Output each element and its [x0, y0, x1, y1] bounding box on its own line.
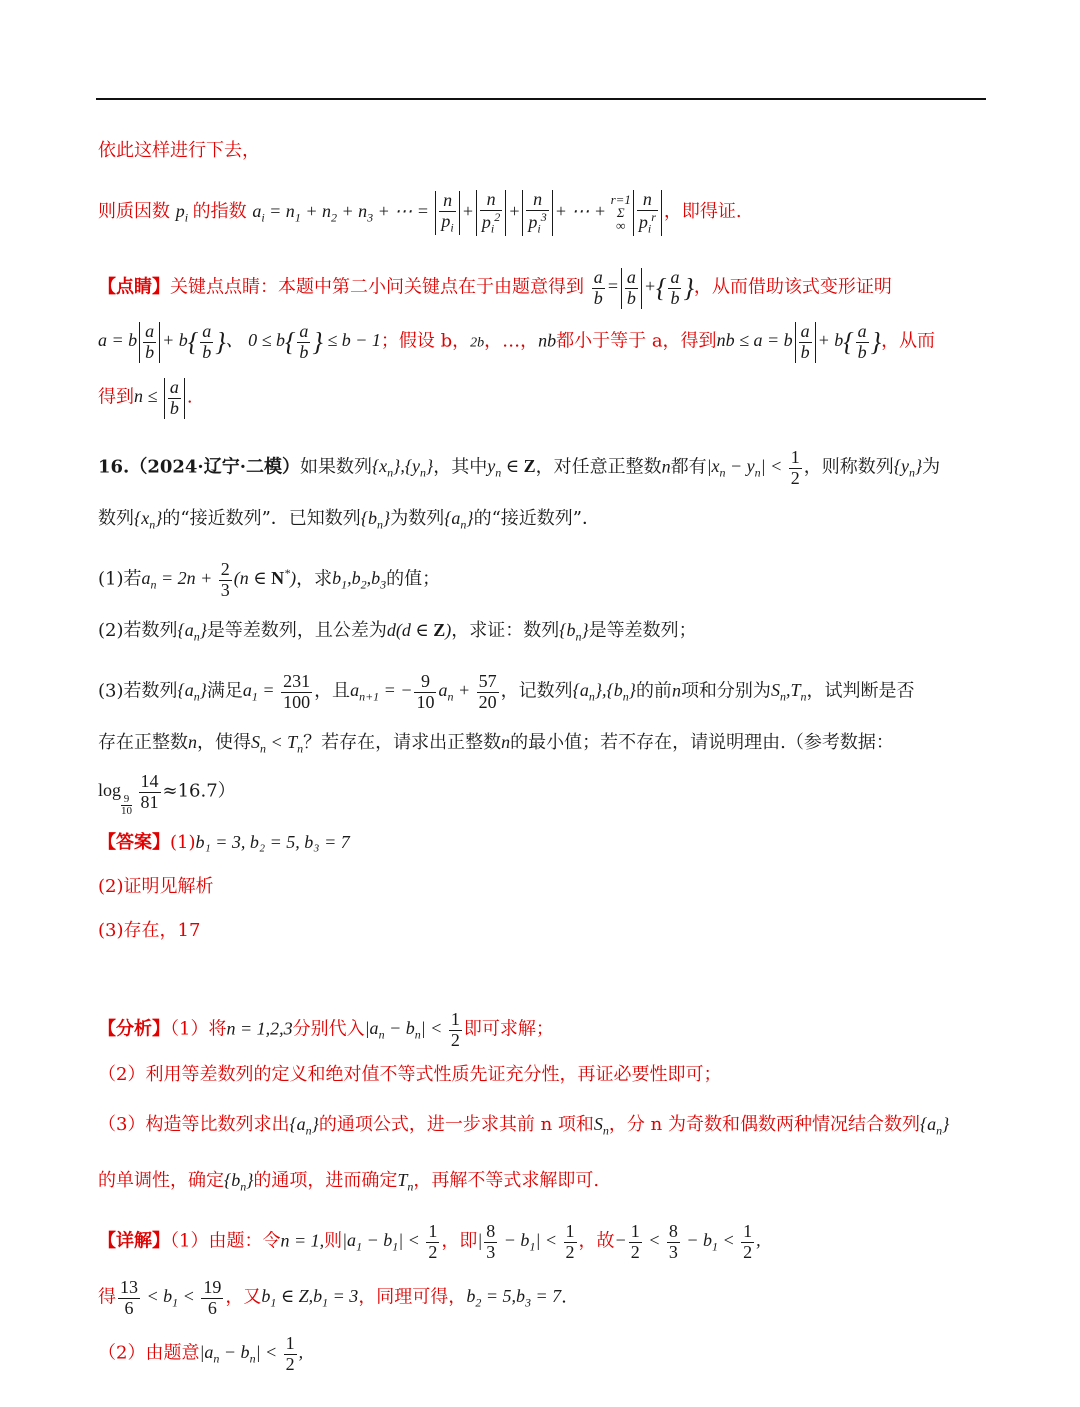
answer-a2: (2)证明见解析 [98, 876, 214, 897]
math-xn: $\{x_n\}$ [134, 508, 163, 532]
q3h: 存在正整数 [98, 732, 188, 753]
math-a-eq: a = b $\frac{a}{b}$ + b{ $\frac{a}{b}$ }、 0 ≤ b{ $\frac{a}{b}$ } ≤ b − 1 [98, 321, 381, 362]
math-n-le: n ≤ $\frac{a}{b}$ [134, 386, 187, 406]
problem-number: 16. [98, 456, 130, 478]
analysis-p3b: 的通项公式，进一步求其前 n 项和 [318, 1114, 594, 1135]
keypoint-text3: ；假设 b， [380, 330, 471, 352]
detail-d1b: 则 [324, 1230, 343, 1252]
q1c: 的值； [386, 568, 441, 590]
math-a1: $a_1$ = $\frac{231}{100}$ [242, 671, 311, 712]
math-pi: $p_i$ [175, 200, 189, 225]
math-an-2: $\{a_n\}$ [177, 620, 207, 644]
q3b: 满足 [206, 680, 243, 702]
conclusion-prefix: 则质因数 [98, 200, 170, 222]
answer-tag: 【答案】 [98, 832, 170, 853]
math-xn-yn: $\{x_n\},\{y_n\}$ [371, 456, 434, 481]
math-sn: $S_n$ [593, 1114, 609, 1138]
math-yn-in-z: $y_n$ ∈ Z [487, 456, 536, 481]
math-n-3: n [188, 732, 197, 752]
problem-line-2 [98, 508, 988, 532]
analysis-p3c: ，分 n 为奇数和偶数两种情况结合数列 [608, 1114, 920, 1135]
keypoint-text1: 关键点点睛：本题中第二小问关键点在于由题意得到 [170, 276, 584, 298]
problem-line2a: 数列 [98, 508, 134, 529]
q2c: ，求证：数列 [451, 620, 560, 641]
math-bn: $\{b_n\}$ [360, 508, 391, 532]
problem-text5: ，则称数列 [803, 456, 894, 478]
q2b: 是等差数列，且公差为 [206, 620, 387, 641]
conclusion-mid: 的指数 [192, 200, 247, 222]
math-d: d(d ∈ Z) [386, 620, 452, 640]
detail-d2a: 得 [98, 1286, 116, 1308]
detail-d1d: ，故 [578, 1230, 615, 1252]
math-n: n [661, 456, 671, 477]
answer-line-2 [98, 876, 988, 898]
q3-ref: ≈16.7） [162, 780, 236, 802]
answer-a1: (1) [170, 832, 196, 853]
math-nb: nb [538, 330, 557, 351]
math-abs-a1-b1: $|a_1 - b_1|$ < $\frac{1}{2}$ [342, 1221, 438, 1262]
q3a: (3)若数列 [98, 680, 178, 702]
conclusion-suffix: ，即得证. [663, 200, 742, 222]
analysis-p3a: （3）构造等比数列求出 [98, 1114, 290, 1135]
q3g: ，试判断是否 [806, 680, 915, 702]
problem-text2: ，其中 [433, 456, 488, 478]
question-3-cont [98, 732, 988, 756]
math-abs-ineq: $|x_n - y_n|$ < $\frac{1}{2}$ [706, 447, 800, 488]
problem-line2b: 的“接近数列”．已知数列 [162, 508, 361, 529]
analysis-line-2 [98, 1064, 988, 1086]
detail-line-2: 得 $\frac{13}{6}$ < $b_1$ < $\frac{19}{6}$ ，又$b_1$ ∈ $Z,b_1 = 3$，同理可得，$b_2 = 5,b_3 = 7$. [98, 1277, 567, 1318]
math-an-4: $\{a_n\}$ [289, 1114, 319, 1138]
analysis-p4b: 的通项，进而确定 [253, 1170, 398, 1191]
math-abs-an-bn-2: $|a_n - b_n|$ < $\frac{1}{2}$ , [199, 1333, 304, 1374]
analysis-p4c: ，再解不等式求解即可. [413, 1170, 600, 1191]
q3f: 项和分别为 [680, 680, 771, 702]
math-bn-3: $\{b_n\}$ [224, 1170, 254, 1194]
keypoint-line-2 [98, 322, 988, 363]
math-bn-2: $\{b_n\}$ [559, 620, 589, 644]
math-range: − $\frac{1}{2}$ < $\frac{8}{3}$ − $b_1$ < $\frac{1}{2}$ , [614, 1221, 761, 1262]
math-n-123: n = 1,2,3 [226, 1018, 293, 1039]
math-sn-lt-tn: $S_n < T_n$ [251, 732, 304, 756]
answer-a1-math: b₁ = 3, b₂ = 5, b₃ = 7 [195, 832, 350, 852]
math-abs-83: | $\frac{8}{3}$ − $b_1|$ < $\frac{1}{2}$ [477, 1221, 575, 1262]
intro-line [98, 140, 988, 162]
problem-text3: ，对任意正整数 [535, 456, 662, 478]
math-log: log 9 10 $\frac{14}{81}$ [98, 771, 159, 818]
keypoint-tag: 【点睛】 [98, 276, 170, 298]
detail-d1c: ，即 [441, 1230, 478, 1252]
analysis-line-4 [98, 1170, 988, 1194]
detail-d2c: ，同理可得， [358, 1286, 467, 1308]
analysis-line-1 [98, 1010, 988, 1051]
header-rule [96, 98, 986, 100]
math-an-def: $a_n = 2n$ + $\frac{2}{3}$ (n ∈ N*) [141, 559, 297, 600]
detail-d2b: ，又 [225, 1286, 262, 1308]
detail-tag: 【详解】 [98, 1230, 170, 1252]
analysis-tag: 【分析】 [98, 1018, 170, 1040]
problem-text6: 为 [922, 456, 941, 478]
detail-d1a: （1）由题：令 [170, 1230, 281, 1252]
math-an-5: $\{a_n\}$ [919, 1114, 950, 1138]
q1b: ，求 [296, 568, 333, 590]
analysis-p1c: 即可求解； [463, 1018, 554, 1040]
answer-a3: (3)存在，17 [98, 920, 201, 941]
keypoint-text5: 都小于等于 a，得到 [556, 330, 717, 352]
analysis-line-3 [98, 1114, 988, 1138]
math-recurrence: $a_{n+1}$ = − $\frac{9}{10}$ $a_n$ + $\frac{57}{20}$ [350, 671, 497, 712]
intro-continue: 依此这样进行下去， [98, 140, 260, 161]
math-n-eq-1: n = 1, [280, 1230, 325, 1251]
keypoint-text7: 得到 [98, 386, 134, 408]
math-tn: $T_n$ [397, 1170, 414, 1194]
question-2 [98, 620, 988, 644]
problem-text4: 都有 [670, 456, 707, 478]
math-an-bn: $\{a_n\},\{b_n\}$ [572, 680, 636, 705]
problem-line2d: 的“接近数列”． [473, 508, 601, 529]
math-a-over-b: $\frac{a}{b}$ = $\frac{a}{b}$ +{ $\frac{a}{b}$ } [593, 267, 694, 308]
detail-line-3 [98, 1334, 988, 1375]
q3c: ，且 [314, 680, 351, 702]
analysis-p4a: 的单调性，确定 [98, 1170, 224, 1191]
q3j: ？若存在，请求出正整数 [303, 732, 502, 753]
math-b123: $b_1,b_2,b_3$ [332, 568, 387, 593]
math-n-2: n [671, 680, 681, 701]
problem-text1: 如果数列 [299, 456, 372, 478]
math-2b: 2b [470, 335, 485, 351]
math-sn-tn: $S_n,T_n$ [770, 680, 807, 705]
q2a: (2)若数列 [98, 620, 178, 641]
problem-line2c: 为数列 [390, 508, 445, 529]
conclusion-line [98, 190, 988, 236]
math-b1-eq-3: $b_1$ ∈ $Z,b_1 = 3$ [261, 1286, 359, 1311]
detail-d3a: （2）由题意 [98, 1342, 200, 1364]
math-b2-b3: $b_2 = 5,b_3 = 7$ [466, 1286, 562, 1311]
math-an-3: $\{a_n\}$ [177, 680, 207, 705]
problem-source: （2024·辽宁·二模） [129, 456, 300, 478]
answer-line-3 [98, 920, 988, 942]
math-an: $\{a_n\}$ [444, 508, 474, 532]
math-abs-an-bn: $|a_n - b_n|$ < $\frac{1}{2}$ [364, 1009, 460, 1050]
analysis-p1b: 分别代入 [292, 1018, 365, 1040]
q1a: (1)若 [98, 568, 142, 590]
problem-line-1 [98, 448, 988, 489]
reference-data [98, 772, 988, 817]
math-n-4: n [501, 732, 511, 752]
question-3 [98, 672, 988, 713]
q3i: ，使得 [197, 732, 251, 753]
keypoint-text2: ，从而借助该式变形证明 [693, 276, 892, 298]
analysis-p2: （2）利用等差数列的定义和绝对值不等式性质先证充分性，再证必要性即可； [98, 1064, 722, 1085]
math-sum-expression: $a_i = n_1 + n_2 + n_3$ + ⋯ = $\frac{n}{p_i}$ + $\frac{n}{p_i^2}$ + $\frac{n}{p_i^3}$ + ⋯ + r=1 Σ ∞ $\frac{n}{p_i^r}$ [252, 201, 664, 221]
math-yn: $\{y_n\}$ [893, 456, 923, 481]
detail-line-1 [98, 1222, 988, 1263]
math-nb-le: nb ≤ a = b $\frac{a}{b}$ + b{ $\frac{a}{b}$ } [716, 321, 882, 362]
keypoint-line-1 [98, 268, 988, 309]
analysis-p1a: （1）将 [170, 1018, 227, 1040]
question-1 [98, 560, 988, 601]
q3k: 的最小值；若不存在，请说明理由.（参考数据： [510, 732, 894, 753]
answer-line-1 [98, 832, 988, 854]
math-b1-range: $\frac{13}{6}$ < $b_1$ < $\frac{19}{6}$ [120, 1277, 222, 1318]
keypoint-text6: ，从而 [881, 330, 936, 352]
q3e: 的前 [635, 680, 672, 702]
q2d: 是等差数列； [588, 620, 697, 641]
q3d: ，记数列 [500, 680, 573, 702]
keypoint-line-3: 得到n ≤ $\frac{a}{b}$ . [98, 377, 193, 418]
keypoint-text4: ，…， [484, 330, 539, 352]
